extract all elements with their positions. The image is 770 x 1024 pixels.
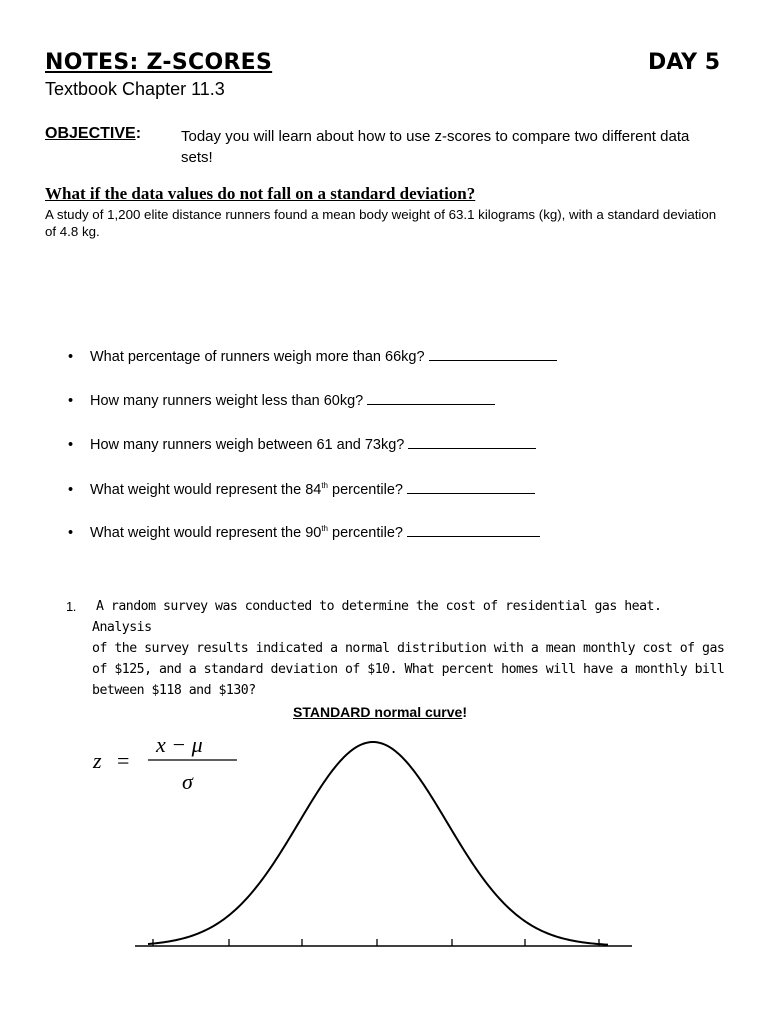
bullet-text: How many runners weight less than 60kg? xyxy=(90,393,364,409)
problem-text-rest: of the survey results indicated a normal distribution with a mean monthly cost of gas of $125, and a standard deviation of $10. What percent homes will have a monthly bill between $118 and $130? xyxy=(92,641,725,698)
bullet-text: What weight would represent the 90 xyxy=(90,525,322,541)
bullet-icon: • xyxy=(68,437,74,453)
objective-colon: : xyxy=(135,125,142,142)
page-subtitle: Textbook Chapter 11.3 xyxy=(45,79,225,99)
formula-z: z xyxy=(93,748,102,773)
bullet-text: How many runners weigh between 61 and 73kg? xyxy=(90,437,405,453)
formula-numerator: x − μ xyxy=(156,732,203,757)
day-label: DAY 5 xyxy=(648,50,721,75)
page-title: NOTES: Z-SCORES xyxy=(45,50,273,75)
bullet-superscript: th xyxy=(321,481,328,491)
curve-label-exclaim: ! xyxy=(462,704,467,720)
bullet-text-end: percentile? xyxy=(328,525,403,541)
bullet-superscript: th xyxy=(321,524,328,534)
bullet-text: What weight would represent the 84 xyxy=(90,482,322,498)
problem-number: 1. xyxy=(66,599,76,614)
problem-text-line1: A random survey was conducted to determine the cost of residential gas heat. Analysis xyxy=(92,599,662,635)
bullet-text-end: percentile? xyxy=(328,482,403,498)
bell-curve xyxy=(148,742,608,945)
formula-denominator: σ xyxy=(182,769,193,794)
question-heading: What if the data values do not fall on a standard deviation? xyxy=(45,184,476,203)
bullet-icon: • xyxy=(68,349,74,365)
objective-label-text: OBJECTIVE xyxy=(45,125,136,142)
bullet-icon: • xyxy=(68,393,74,409)
curve-label-text: STANDARD normal curve xyxy=(293,704,463,720)
bullet-icon: • xyxy=(68,482,74,498)
bullet-text: What percentage of runners weigh more than 66kg? xyxy=(90,349,425,365)
axis-ticks xyxy=(153,939,599,946)
bullet-icon: • xyxy=(68,525,74,541)
question-body: A study of 1,200 elite distance runners found a mean body weight of 63.1 kilograms (kg), with a standard deviation of 4.8 kg. xyxy=(45,207,717,239)
objective-text: Today you will learn about how to use z-scores to compare two different data sets! xyxy=(181,128,690,166)
formula-equals: = xyxy=(117,748,130,773)
